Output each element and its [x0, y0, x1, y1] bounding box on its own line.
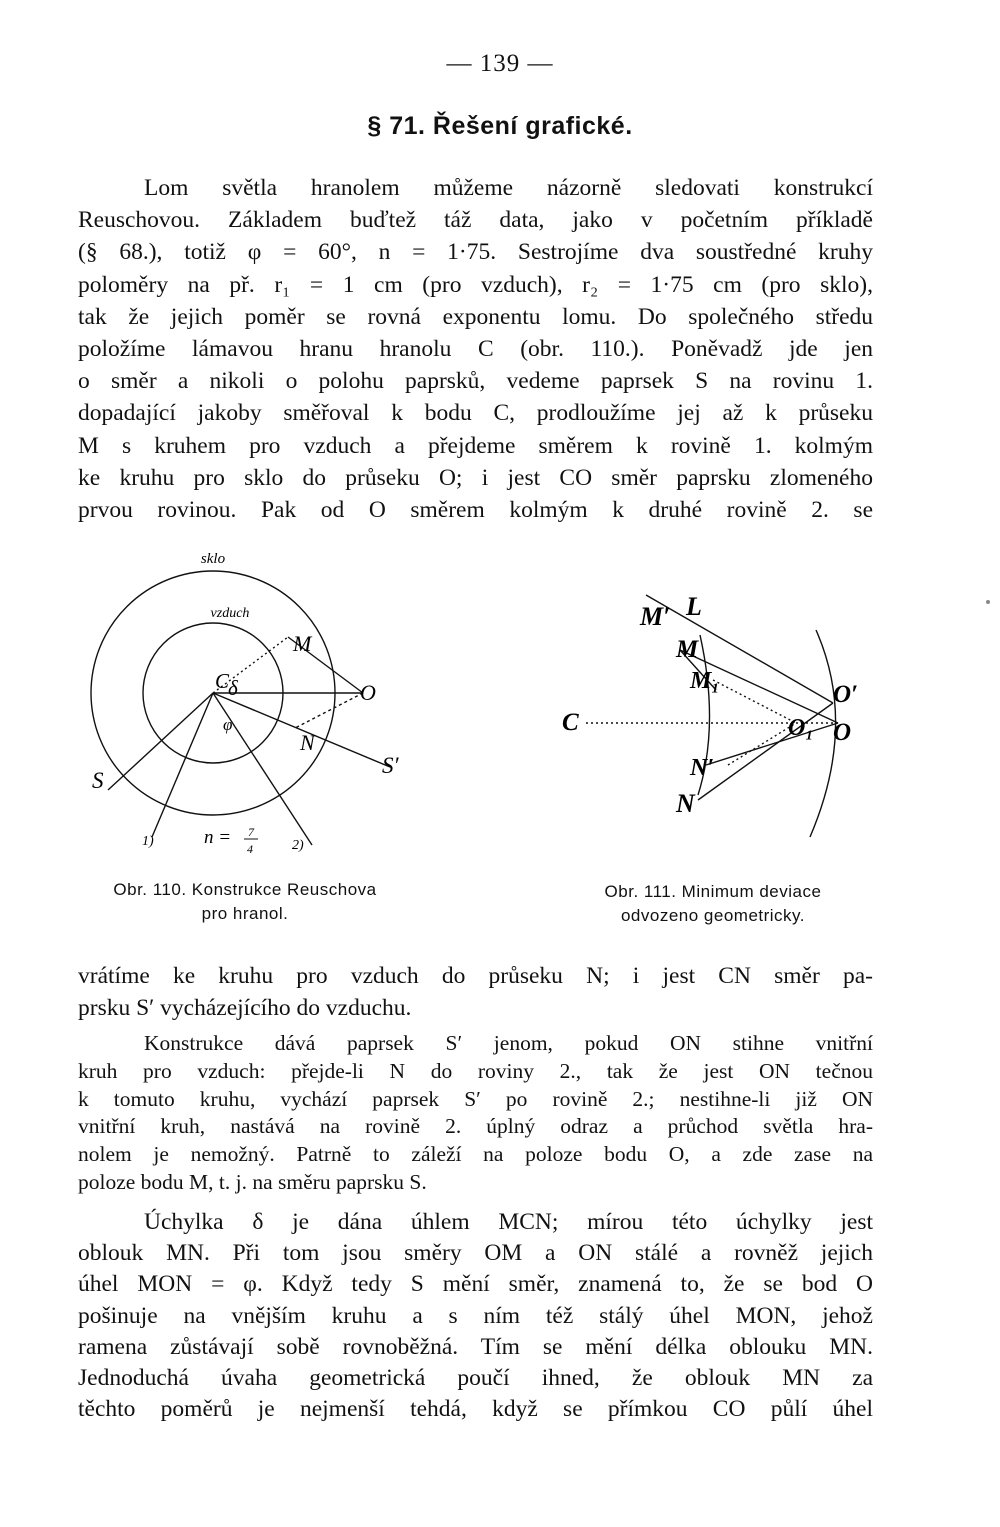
label-C: C: [215, 669, 230, 693]
label-sklo: sklo: [200, 551, 226, 567]
text-line: M s kruhem pro vzduch a přejdeme směrem k rovině 1. kolmým: [78, 432, 873, 459]
text-line: oblouk MN. Při tom jsou směry OM a ON stálé a rovněž jejich: [78, 1240, 873, 1267]
paragraph-4: [78, 1207, 873, 1425]
figure-111-diagram: [548, 575, 868, 850]
caption-line: odvozeno geometricky.: [620, 906, 806, 925]
label-delta: δ: [228, 676, 238, 700]
label-M: M: [676, 636, 699, 663]
label-M-prime: M′: [640, 602, 671, 631]
text-line: těchto poměrů je nejmenší tehdá, když se přímkou CO půlí úhel: [78, 1396, 873, 1423]
text-line: vrátíme ke kruhu pro vzduch do průseku N; i jest CN směr pa-: [78, 963, 873, 989]
text-line: poloze bodu M, t. j. na směru paprsku S.: [78, 1169, 427, 1194]
label-n-numerator: 7: [248, 825, 254, 839]
line-O-N: [706, 723, 838, 765]
label-plane-2: 2): [292, 838, 304, 853]
label-plane-1: 1): [142, 834, 154, 849]
text-line: Jednoduchá úvaha geometrická poučí ihned, že oblouk MN za: [78, 1365, 873, 1392]
label-O-prime: O′: [833, 681, 859, 708]
text-line: (§ 68.), totiž φ = 60°, n = 1·75. Sestrojíme dva soustředné kruhy: [78, 239, 873, 266]
text-line: pošinuje na vnějším kruhu a s ním též stálý úhel MON, jehož: [78, 1302, 873, 1329]
label-S: S: [92, 768, 104, 793]
text-line: prsku S′ vycházejícího do vzduchu.: [78, 995, 412, 1021]
text-line: vnitřní kruh, nastává na rovině 2. úplný odraz a průchod světla hra-: [78, 1114, 873, 1139]
label-n-equals: n =: [204, 827, 232, 848]
line-N-prime-O1: [728, 723, 796, 765]
label-O1: O₁: [788, 715, 814, 741]
label-O: O: [360, 680, 376, 705]
outer-arc: [810, 630, 836, 837]
figure-111-caption: [548, 880, 878, 928]
paragraph-1: [78, 172, 873, 526]
paragraph-2: [78, 960, 873, 1024]
label-vzduch: vzduch: [210, 606, 250, 621]
label-L: L: [686, 592, 702, 621]
line-M-prime-O-prime: [646, 595, 833, 703]
text-line: ke kruhu pro sklo do průseku O; i jest CO směr paprsku zlomeného: [78, 464, 873, 491]
figure-110-diagram: [80, 545, 440, 875]
page-number: — 139 —: [446, 50, 554, 77]
text-line: úhel MON = φ. Když tedy S mění směr, znamená to, že se bod O: [78, 1271, 873, 1298]
label-n-denominator: 4: [247, 842, 253, 856]
text-line: Konstrukce dává paprsek S′ jenom, pokud ON stihne vnitřní: [144, 1031, 873, 1055]
figure-110-caption: [70, 878, 420, 926]
text-line: Reuschovou. Základem buďtež táž data, jako v početním příkladě: [78, 207, 873, 234]
label-phi: φ: [223, 715, 233, 734]
ray-S-line: [108, 693, 213, 790]
text-line: k tomuto kruhu, vychází paprsek S′ po rovině 2.; nestihne-li již ON: [78, 1086, 873, 1111]
caption-line: Obr. 110. Konstrukce Reuschova: [113, 880, 377, 899]
label-N: N: [676, 789, 695, 818]
line-O-N: [295, 693, 363, 728]
label-S-prime: S′: [382, 753, 399, 778]
label-O: O: [833, 719, 852, 746]
label-C: C: [562, 709, 579, 736]
text-line: Lom světla hranolem můžeme názorně sledovati konstrukcí: [144, 175, 873, 201]
caption-line: pro hranol.: [201, 904, 289, 923]
line-M1-O1: [713, 680, 796, 723]
text-line: kruh pro vzduch: přejde-li N do roviny 2., tak že jest ON tečnou: [78, 1058, 873, 1083]
text-line: nolem je nemožný. Patrně to záleží na poloze bodu O, a zde zase na: [78, 1142, 873, 1167]
text-line: Úchylka δ je dána úhlem MCN; mírou této úchylky jest: [144, 1209, 873, 1235]
text-line: poloměry na př. r₁ = 1 cm (pro vzduch), r₂ = 1·75 cm (pro sklo),: [78, 271, 873, 298]
text-line: prvou rovinou. Pak od O směrem kolmým k druhé rovině 2. se: [78, 497, 873, 524]
label-N: N: [300, 730, 315, 755]
section-heading: § 71. Řešení grafické.: [367, 112, 633, 140]
text-line: tak že jejich poměr se rovná exponentu lomu. Do společného středu: [78, 303, 873, 330]
text-line: ramena zůstávají sobě rovnoběžná. Tím se mění délka oblouku MN.: [78, 1333, 873, 1360]
text-line: dopadající jakoby směřoval k bodu C, prodloužíme jej až k průseku: [78, 400, 873, 427]
scan-speck: [986, 600, 990, 604]
label-M1: M₁: [690, 668, 720, 694]
label-M: M: [293, 631, 312, 656]
text-line: položíme lámavou hranu hranolu C (obr. 110.). Poněvadž jde jen: [78, 336, 873, 363]
label-N-prime: N′: [690, 755, 715, 781]
plane-1-line: [152, 693, 213, 837]
text-line: o směr a nikoli o polohu paprsků, vedeme paprsek S na rovinu 1.: [78, 368, 873, 395]
caption-line: Obr. 111. Minimum deviace: [604, 882, 822, 901]
paragraph-3: [78, 1030, 873, 1197]
